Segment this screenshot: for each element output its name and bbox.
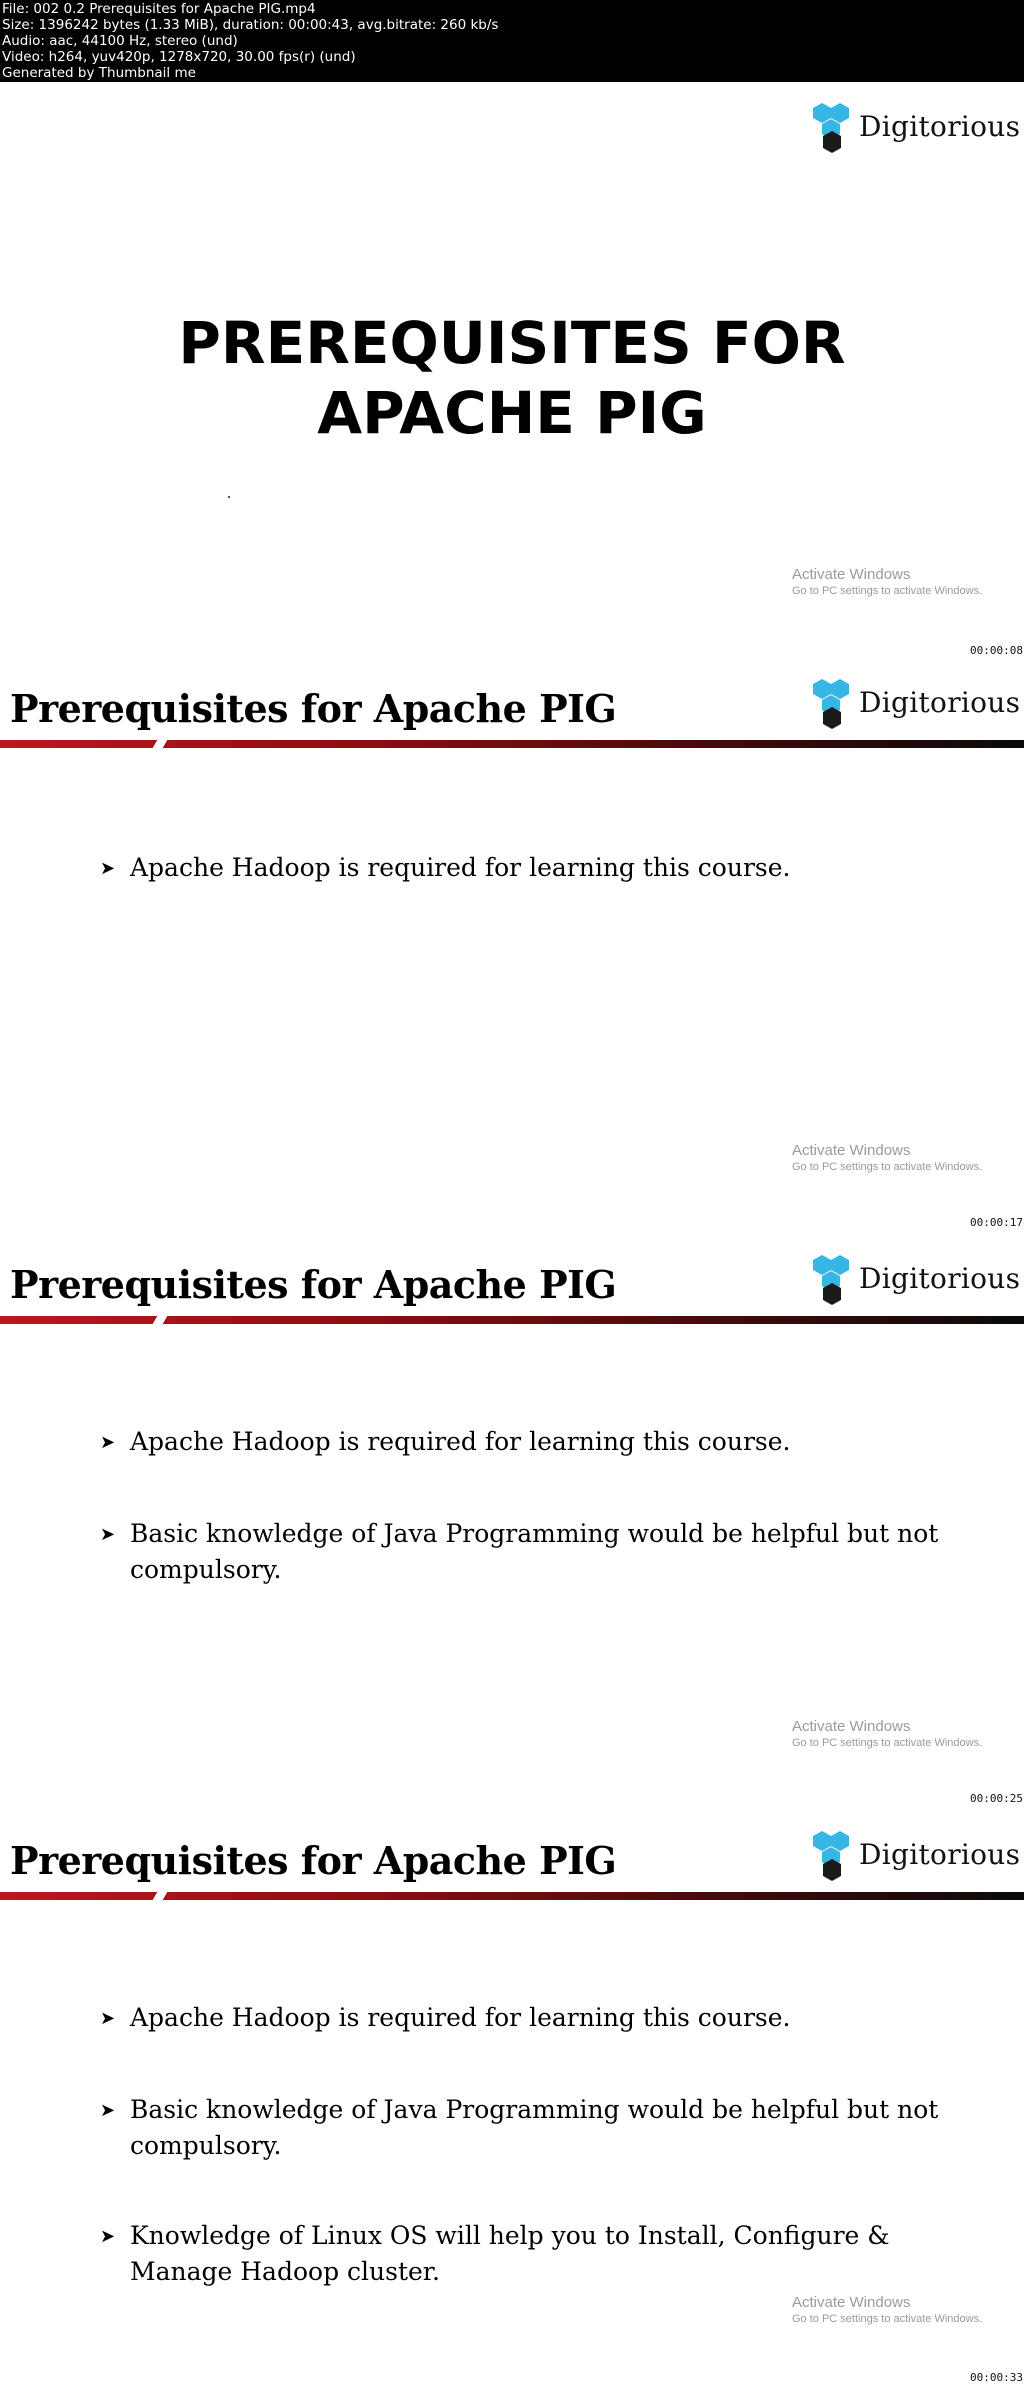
activate-title: Activate Windows <box>792 2294 911 2311</box>
bullet-item: ➤ Basic knowledge of Java Programming would be helpful but not compulsory. <box>100 1519 939 1584</box>
arrow-bullet-icon: ➤ <box>100 2100 116 2121</box>
activate-windows-watermark <box>792 1718 982 1750</box>
bullet-item: ➤ Knowledge of Linux OS will help you to Install, Configure & Manage Hadoop cluster. <box>100 2221 890 2286</box>
frame-timestamp: 00:00:08 <box>970 644 1023 657</box>
title-divider <box>0 1316 1024 1324</box>
title-divider <box>0 740 1024 748</box>
digitorious-logo <box>803 1830 1021 1886</box>
logo-text: Digitorious <box>859 110 1021 143</box>
info-audio: Audio: aac, 44100 Hz, stereo (und) <box>2 33 238 49</box>
frame-timestamp: 00:00:17 <box>970 1216 1023 1229</box>
bullet-item: ➤ Apache Hadoop is required for learning this course. <box>100 1424 960 1460</box>
frame-timestamp: 00:00:33 <box>970 2371 1023 2384</box>
activate-windows-watermark <box>792 566 982 598</box>
logo-text: Digitorious <box>859 1838 1021 1871</box>
bullet-item: ➤ Apache Hadoop is required for learning this course. <box>100 850 960 886</box>
bullet-item: ➤ Basic knowledge of Java Programming would be helpful but not compulsory. <box>100 2095 939 2160</box>
heading-line-1: PREREQUISITES FOR <box>178 309 846 377</box>
video-info-header <box>0 0 1024 82</box>
heading-line-2: APACHE PIG <box>317 379 707 447</box>
frame-timestamp: 00:00:25 <box>970 1792 1023 1805</box>
thumbnail-frame-3 <box>0 1234 1024 1806</box>
info-file: File: 002 0.2 Prerequisites for Apache PIG.mp4 <box>2 1 316 17</box>
stray-dot <box>228 496 230 498</box>
arrow-bullet-icon: ➤ <box>100 1432 116 1453</box>
slide-title: Prerequisites for Apache PIG <box>10 1262 617 1307</box>
activate-title: Activate Windows <box>792 1718 911 1735</box>
digitorious-logo <box>803 678 1021 734</box>
slide-title: Prerequisites for Apache PIG <box>10 1838 617 1883</box>
logo-text: Digitorious <box>859 1262 1021 1295</box>
arrow-bullet-icon: ➤ <box>100 858 116 879</box>
activate-title: Activate Windows <box>792 566 911 583</box>
info-video: Video: h264, yuv420p, 1278x720, 30.00 fps(r) (und) <box>2 49 356 65</box>
arrow-bullet-icon: ➤ <box>100 1524 116 1545</box>
activate-subtitle: Go to PC settings to activate Windows. <box>792 2313 983 2325</box>
thumbnail-frame-4 <box>0 1810 1024 2387</box>
activate-subtitle: Go to PC settings to activate Windows. <box>792 1737 983 1749</box>
activate-windows-watermark <box>792 1142 982 1174</box>
bullet-item: ➤ Apache Hadoop is required for learning this course. <box>100 2000 960 2036</box>
activate-windows-watermark <box>792 2294 982 2326</box>
hexagon-logo-icon <box>803 1830 859 1886</box>
hexagon-logo-icon <box>803 678 859 734</box>
activate-subtitle: Go to PC settings to activate Windows. <box>792 585 983 597</box>
digitorious-logo <box>803 102 1021 158</box>
thumbnail-frame-2 <box>0 658 1024 1230</box>
info-generator: Generated by Thumbnail me <box>2 65 196 81</box>
activate-title: Activate Windows <box>792 1142 911 1159</box>
slide-title: Prerequisites for Apache PIG <box>10 686 617 731</box>
hexagon-logo-icon <box>803 1254 859 1310</box>
arrow-bullet-icon: ➤ <box>100 2008 116 2029</box>
hexagon-logo-icon <box>803 102 859 158</box>
info-size: Size: 1396242 bytes (1.33 MiB), duration: 00:00:43, avg.bitrate: 260 kb/s <box>2 17 499 33</box>
thumbnail-frame-1 <box>0 82 1024 658</box>
title-divider <box>0 1892 1024 1900</box>
activate-subtitle: Go to PC settings to activate Windows. <box>792 1161 983 1173</box>
logo-text: Digitorious <box>859 686 1021 719</box>
arrow-bullet-icon: ➤ <box>100 2226 116 2247</box>
digitorious-logo <box>803 1254 1021 1310</box>
title-slide-heading <box>0 308 1024 448</box>
